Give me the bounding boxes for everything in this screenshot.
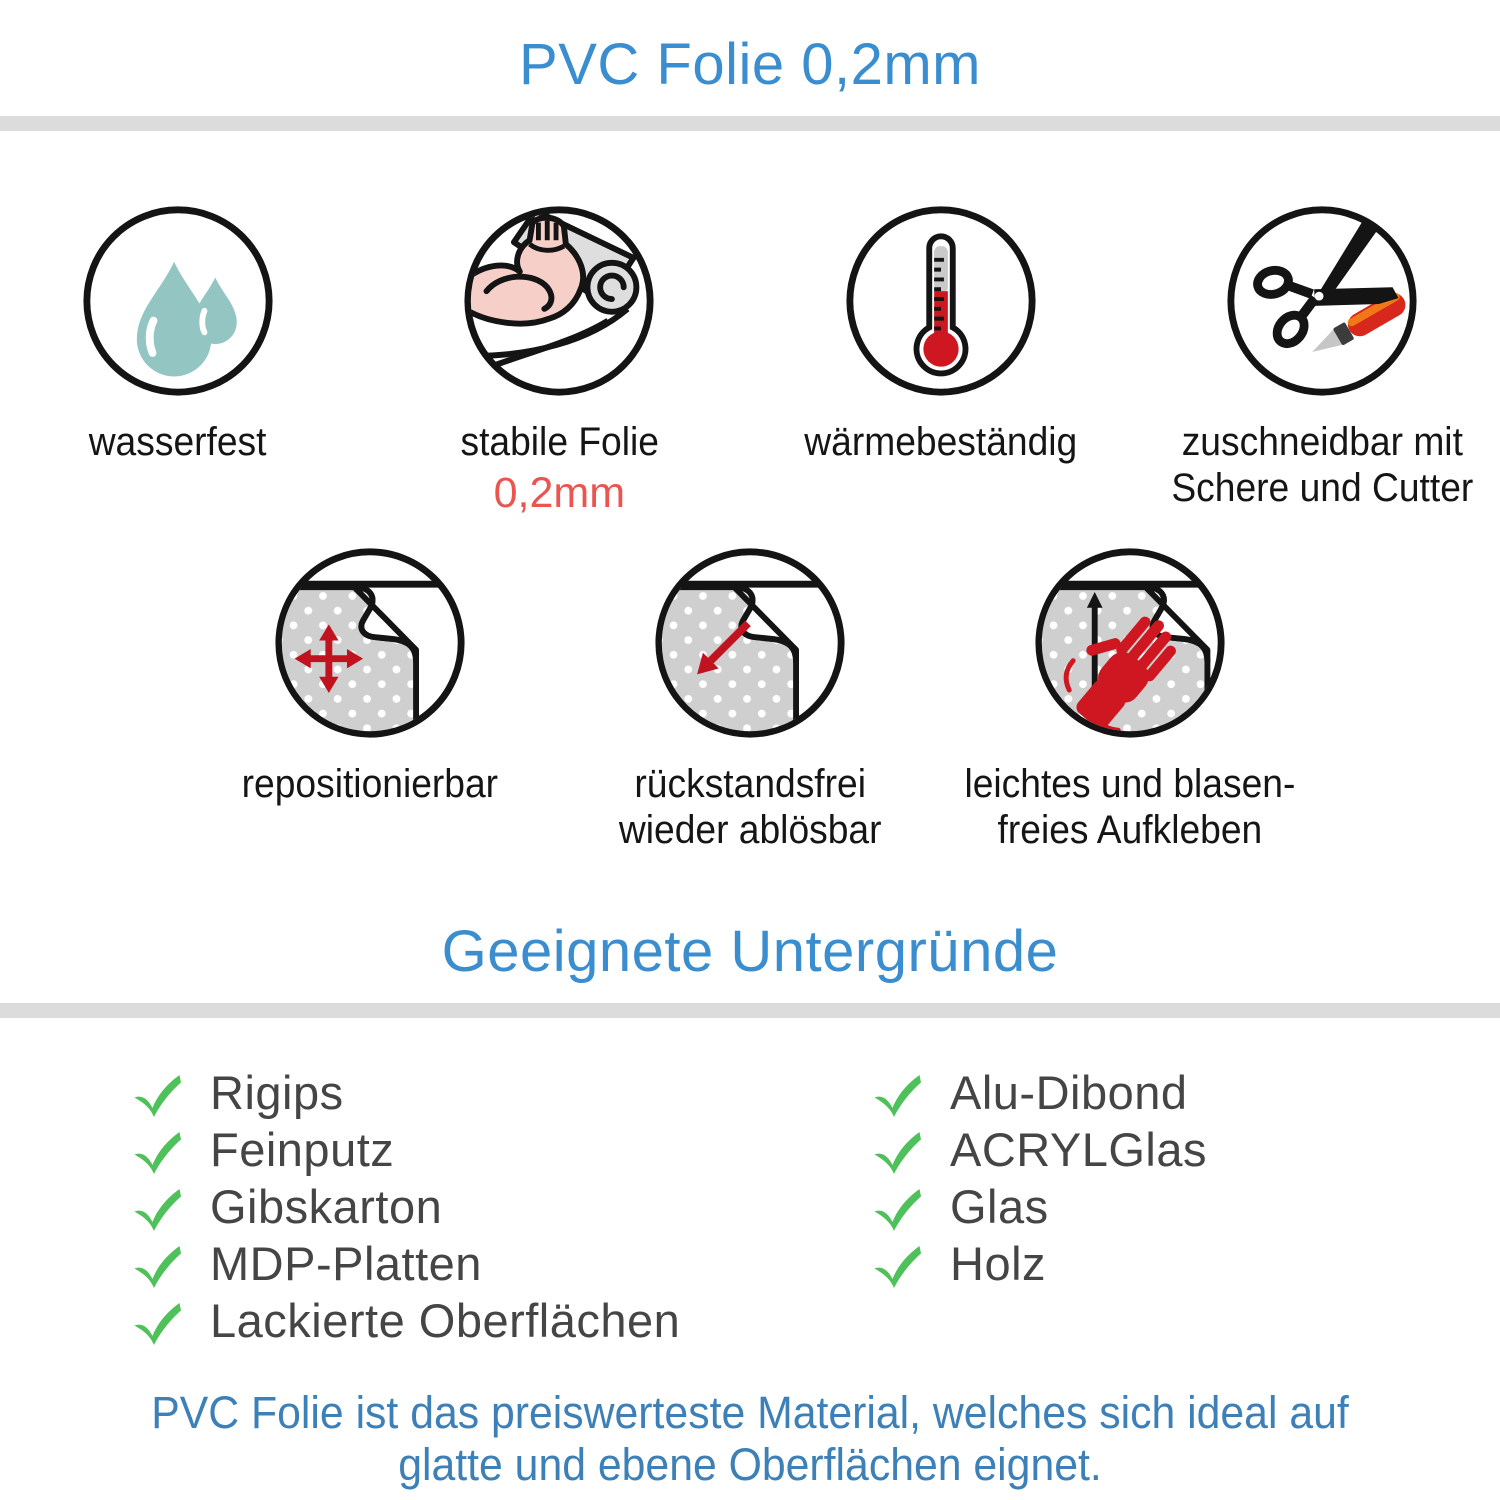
substrate-label: Rigips <box>210 1066 344 1119</box>
checkmark-icon <box>870 1130 924 1176</box>
substrates-column-right <box>870 1064 1500 1349</box>
checkmark-icon <box>870 1187 924 1233</box>
substrate-label: Glas <box>950 1180 1049 1233</box>
substrates-lists <box>0 1064 1500 1349</box>
feature-label: rückstandsfrei <box>634 762 866 806</box>
feature-label: leichtes und blasen- <box>964 762 1296 806</box>
scissors-cutter-icon <box>1224 203 1420 399</box>
feature-label: stabile Folie <box>460 420 659 464</box>
divider-top <box>0 116 1500 131</box>
substrates-heading: Geeignete Untergründe <box>441 919 1059 984</box>
footer-line: glatte und ebene Oberflächen eignet. <box>398 1439 1102 1490</box>
feature-repositionable <box>180 545 560 807</box>
feature-label: freies Aufkleben <box>997 808 1263 852</box>
muscle-film-roll-icon <box>461 203 657 399</box>
substrate-label: ACRYLGlas <box>950 1123 1208 1176</box>
footer-line: PVC Folie ist das preiswerteste Material, welches sich ideal auf <box>151 1387 1349 1438</box>
feature-heat-resistant <box>771 203 1111 465</box>
feature-label: wasserfest <box>89 420 267 464</box>
substrate-item <box>130 1292 870 1349</box>
hand-smoothing-film-icon <box>1032 545 1228 741</box>
checkmark-icon <box>130 1301 184 1347</box>
feature-label: repositionierbar <box>241 762 499 806</box>
features-row-2 <box>180 545 1320 853</box>
feature-residue-free <box>560 545 940 853</box>
features-row-1 <box>0 203 1500 517</box>
substrate-item <box>870 1064 1500 1121</box>
feature-label: zuschneidbar mit <box>1181 420 1463 464</box>
substrate-item <box>130 1178 870 1235</box>
substrate-label: MDP-Platten <box>210 1237 482 1290</box>
checkmark-icon <box>130 1073 184 1119</box>
feature-bubble-free <box>940 545 1320 853</box>
checkmark-icon <box>130 1244 184 1290</box>
substrate-item <box>130 1235 870 1292</box>
substrate-item <box>130 1064 870 1121</box>
feature-stable-film <box>389 203 729 517</box>
substrate-item <box>870 1235 1500 1292</box>
substrate-label: Gibskarton <box>210 1180 443 1233</box>
checkmark-icon <box>130 1187 184 1233</box>
film-thickness-label: 0,2mm <box>493 469 626 517</box>
substrate-item <box>870 1121 1500 1178</box>
feature-waterproof <box>8 203 348 465</box>
checkmark-icon <box>870 1244 924 1290</box>
page-title: PVC Folie 0,2mm <box>519 32 981 97</box>
feature-label: wärmebeständig <box>804 420 1078 464</box>
feature-label: Schere und Cutter <box>1171 466 1473 510</box>
substrate-item <box>130 1121 870 1178</box>
divider-substrates <box>0 1003 1500 1018</box>
substrate-label: Alu-Dibond <box>950 1066 1188 1119</box>
substrates-column-left <box>130 1064 870 1349</box>
substrate-item <box>870 1178 1500 1235</box>
film-peel-arrow-icon <box>652 545 848 741</box>
water-drops-icon <box>80 203 276 399</box>
feature-label: wieder ablösbar <box>618 808 882 852</box>
substrate-label: Feinputz <box>210 1123 395 1176</box>
checkmark-icon <box>130 1130 184 1176</box>
checkmark-icon <box>870 1073 924 1119</box>
substrate-label: Holz <box>950 1237 1047 1290</box>
feature-cuttable <box>1152 203 1492 511</box>
film-reposition-arrows-icon <box>272 545 468 741</box>
thermometer-icon <box>843 203 1039 399</box>
substrate-label: Lackierte Oberflächen <box>210 1294 681 1347</box>
footer-note <box>0 1387 1500 1491</box>
